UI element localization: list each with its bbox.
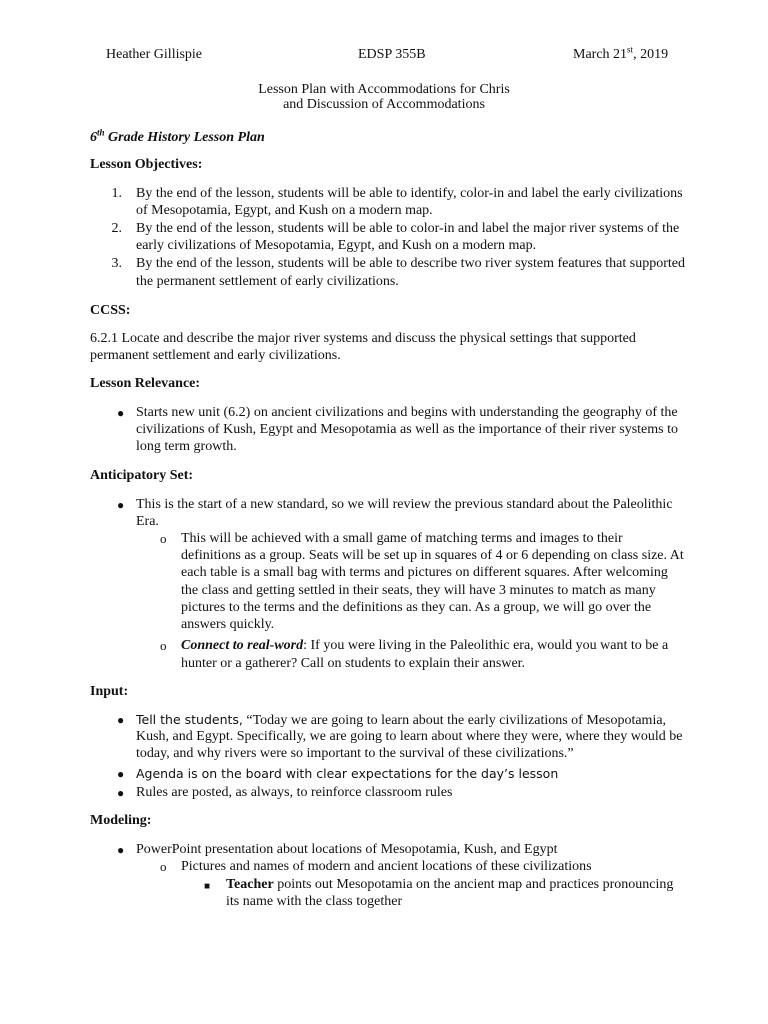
connect-real-word-text: Connect to real-word: If you were living in the Paleolithic era, would you want to be a: [181, 638, 669, 653]
square-bullet-icon: ■: [204, 881, 211, 892]
connect-real-word-text: hunter or a gatherer? Call on students to explain their answer.: [181, 656, 526, 671]
objective-text: early civilizations of Mesopotamia, Egypt, and Kush on a modern map.: [136, 238, 537, 253]
anticipatory-sub-text: This will be achieved with a small game of matching terms and images to their: [181, 531, 623, 546]
header-author: Heather Gillispie: [106, 47, 203, 62]
input-text: Kush, and Egypt. Specifically, we are going to learn about where they were, where they would be: [136, 729, 683, 744]
bullet-icon: ●: [117, 406, 125, 420]
anticipatory-heading: Anticipatory Set:: [90, 468, 194, 483]
input-text: Agenda is on the board with clear expectations for the day’s lesson: [136, 766, 559, 781]
bullet-icon: ●: [117, 767, 125, 781]
relevance-text: civilizations of Kush, Egypt and Mesopotamia as well as the importance of their river systems to: [136, 422, 678, 437]
anticipatory-sub-text: pictures to the terms and the definitions as they can. As a group, we will go over the: [181, 600, 652, 615]
input-text: Tell the students, “Today we are going to learn about the early civilizations of Mesopotamia,: [136, 712, 667, 728]
objective-text: of Mesopotamia, Egypt, and Kush on a modern map.: [136, 203, 433, 218]
lesson-title: 6th Grade History Lesson Plan: [90, 127, 265, 145]
ccss-text: permanent settlement and early civilizations.: [90, 348, 341, 363]
bullet-icon: ●: [117, 786, 125, 800]
circle-bullet-icon: o: [160, 531, 167, 546]
input-text: today, and why rivers were so important to the survival of these civilizations.”: [136, 746, 574, 761]
modeling-text: PowerPoint presentation about locations of Mesopotamia, Kush, and Egypt: [136, 842, 558, 857]
modeling-teacher-text: its name with the class together: [226, 894, 403, 909]
modeling-sub-text: Pictures and names of modern and ancient locations of these civilizations: [181, 859, 592, 874]
circle-bullet-icon: o: [160, 859, 167, 874]
relevance-text: Starts new unit (6.2) on ancient civilizations and begins with understanding the geography of the: [136, 405, 678, 420]
header-date: March 21st, 2019: [573, 44, 669, 62]
objective-number: 3.: [111, 256, 122, 271]
anticipatory-sub-text: each table is a small bag with terms and pictures on different squares. After welcoming: [181, 565, 668, 580]
anticipatory-sub-text: answers quickly.: [181, 617, 275, 632]
ccss-heading: CCSS:: [90, 303, 131, 318]
anticipatory-text: This is the start of a new standard, so we will review the previous standard about the Paleolithic: [136, 497, 673, 512]
anticipatory-text: Era.: [136, 514, 159, 529]
bullet-icon: ●: [117, 843, 125, 857]
objective-text: By the end of the lesson, students will be able to color-in and label the major river systems of the: [136, 221, 680, 236]
input-heading: Input:: [90, 684, 129, 699]
ccss-text: 6.2.1 Locate and describe the major river systems and discuss the physical settings that supported: [90, 331, 636, 346]
objective-text: the permanent settlement of early civilizations.: [136, 274, 399, 289]
circle-bullet-icon: o: [160, 638, 167, 653]
anticipatory-sub-text: the class and getting settled in their seats, they will have 3 minutes to match as many: [181, 583, 656, 598]
doc-title-line2: and Discussion of Accommodations: [283, 97, 485, 112]
bullet-icon: ●: [117, 713, 125, 727]
objective-number: 1.: [111, 186, 122, 201]
header-course: EDSP 355B: [358, 47, 426, 62]
objectives-heading: Lesson Objectives:: [90, 157, 203, 172]
input-text: Rules are posted, as always, to reinforce classroom rules: [136, 785, 453, 800]
relevance-heading: Lesson Relevance:: [90, 376, 201, 391]
modeling-heading: Modeling:: [90, 813, 152, 828]
doc-title-line1: Lesson Plan with Accommodations for Chris: [258, 82, 510, 97]
objective-text: By the end of the lesson, students will be able to describe two river system features that supported: [136, 256, 685, 271]
objective-text: By the end of the lesson, students will be able to identify, color-in and label the early civilizations: [136, 186, 683, 201]
anticipatory-sub-text: definitions as a group. Seats will be set up in squares of 4 or 6 depending on class size. At: [181, 548, 684, 563]
objective-number: 2.: [111, 221, 122, 236]
modeling-teacher-text: Teacher points out Mesopotamia on the ancient map and practices pronouncing: [226, 877, 674, 892]
relevance-text: long term growth.: [136, 439, 237, 454]
bullet-icon: ●: [117, 498, 125, 512]
